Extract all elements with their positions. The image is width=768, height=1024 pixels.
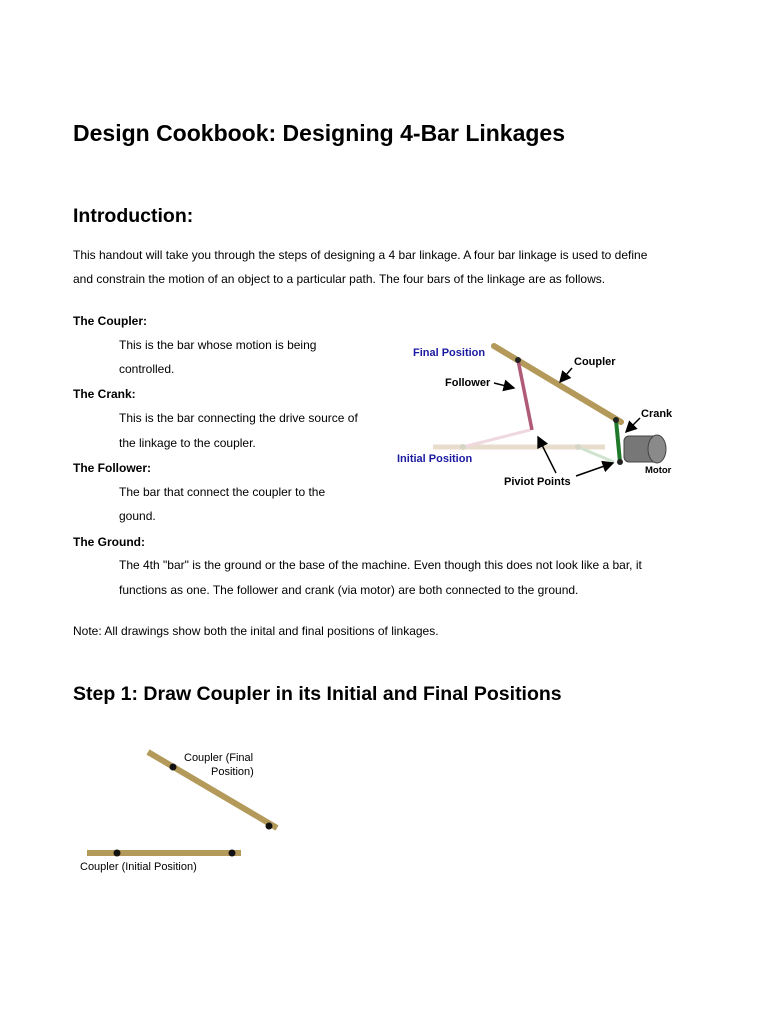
step1-heading: Step 1: Draw Coupler in its Initial and Final Positions (73, 683, 562, 705)
term-coupler: The Coupler: (73, 314, 147, 328)
def-ground-line-1: The 4th "bar" is the ground or the base of the machine. Even though this does not look like a bar, it (119, 558, 642, 572)
motor-endcap (648, 435, 666, 463)
pivot-arrow-2 (576, 463, 613, 476)
crank-pivot (617, 459, 623, 465)
initial-pivot-2 (575, 444, 581, 450)
label-motor: Motor (645, 465, 672, 476)
linkage-diagram (385, 336, 690, 496)
crank-bar (616, 420, 620, 462)
coupler-initial-joint-1 (114, 850, 121, 857)
term-ground: The Ground: (73, 535, 145, 549)
crank-arrow (626, 418, 640, 432)
label-final-position: Final Position (413, 347, 486, 359)
coupler-joint-1 (515, 357, 521, 363)
label-follower: Follower (445, 377, 491, 389)
label-initial-position: Initial Position (397, 453, 473, 465)
coupler-final-joint-1 (170, 764, 177, 771)
term-crank: The Crank: (73, 387, 136, 401)
coupler-initial-joint-2 (229, 850, 236, 857)
def-crank-line-2: the linkage to the coupler. (119, 436, 256, 450)
label-coupler: Coupler (574, 356, 616, 368)
note-text: Note: All drawings show both the inital and final positions of linkages. (73, 624, 439, 638)
initial-pivot-1 (460, 444, 466, 450)
def-crank-line-1: This is the bar connecting the drive source of (119, 411, 358, 425)
def-coupler-line-2: controlled. (119, 362, 175, 376)
coupler-arrow (560, 368, 572, 382)
label-coupler-initial: Coupler (Initial Position) (80, 861, 197, 873)
intro-line-2: and constrain the motion of an object to a particular path. The four bars of the linkage are as follows. (73, 272, 606, 286)
intro-line-1: This handout will take you through the steps of designing a 4 bar linkage. A four bar linkage is used to define (73, 248, 648, 262)
pivot-arrow-1 (538, 437, 556, 473)
coupler-positions-diagram (75, 740, 305, 880)
follower-arrow (494, 383, 514, 388)
label-pivot-points: Piviot Points (504, 476, 571, 488)
label-crank: Crank (641, 408, 673, 420)
def-follower-line-2: gound. (119, 509, 156, 523)
def-follower-line-1: The bar that connect the coupler to the (119, 485, 326, 499)
def-coupler-line-1: This is the bar whose motion is being (119, 338, 317, 352)
coupler-final-joint-2 (266, 823, 273, 830)
def-ground-line-2: functions as one. The follower and crank (via motor) are both connected to the ground. (119, 583, 579, 597)
label-coupler-final-1: Coupler (Final (184, 752, 254, 764)
term-follower: The Follower: (73, 461, 151, 475)
label-coupler-final-2: Position) (211, 766, 254, 778)
coupler-joint-2 (613, 417, 619, 423)
page-title: Design Cookbook: Designing 4-Bar Linkages (73, 120, 566, 146)
intro-heading: Introduction: (73, 205, 194, 227)
follower-initial-faded (463, 430, 530, 447)
